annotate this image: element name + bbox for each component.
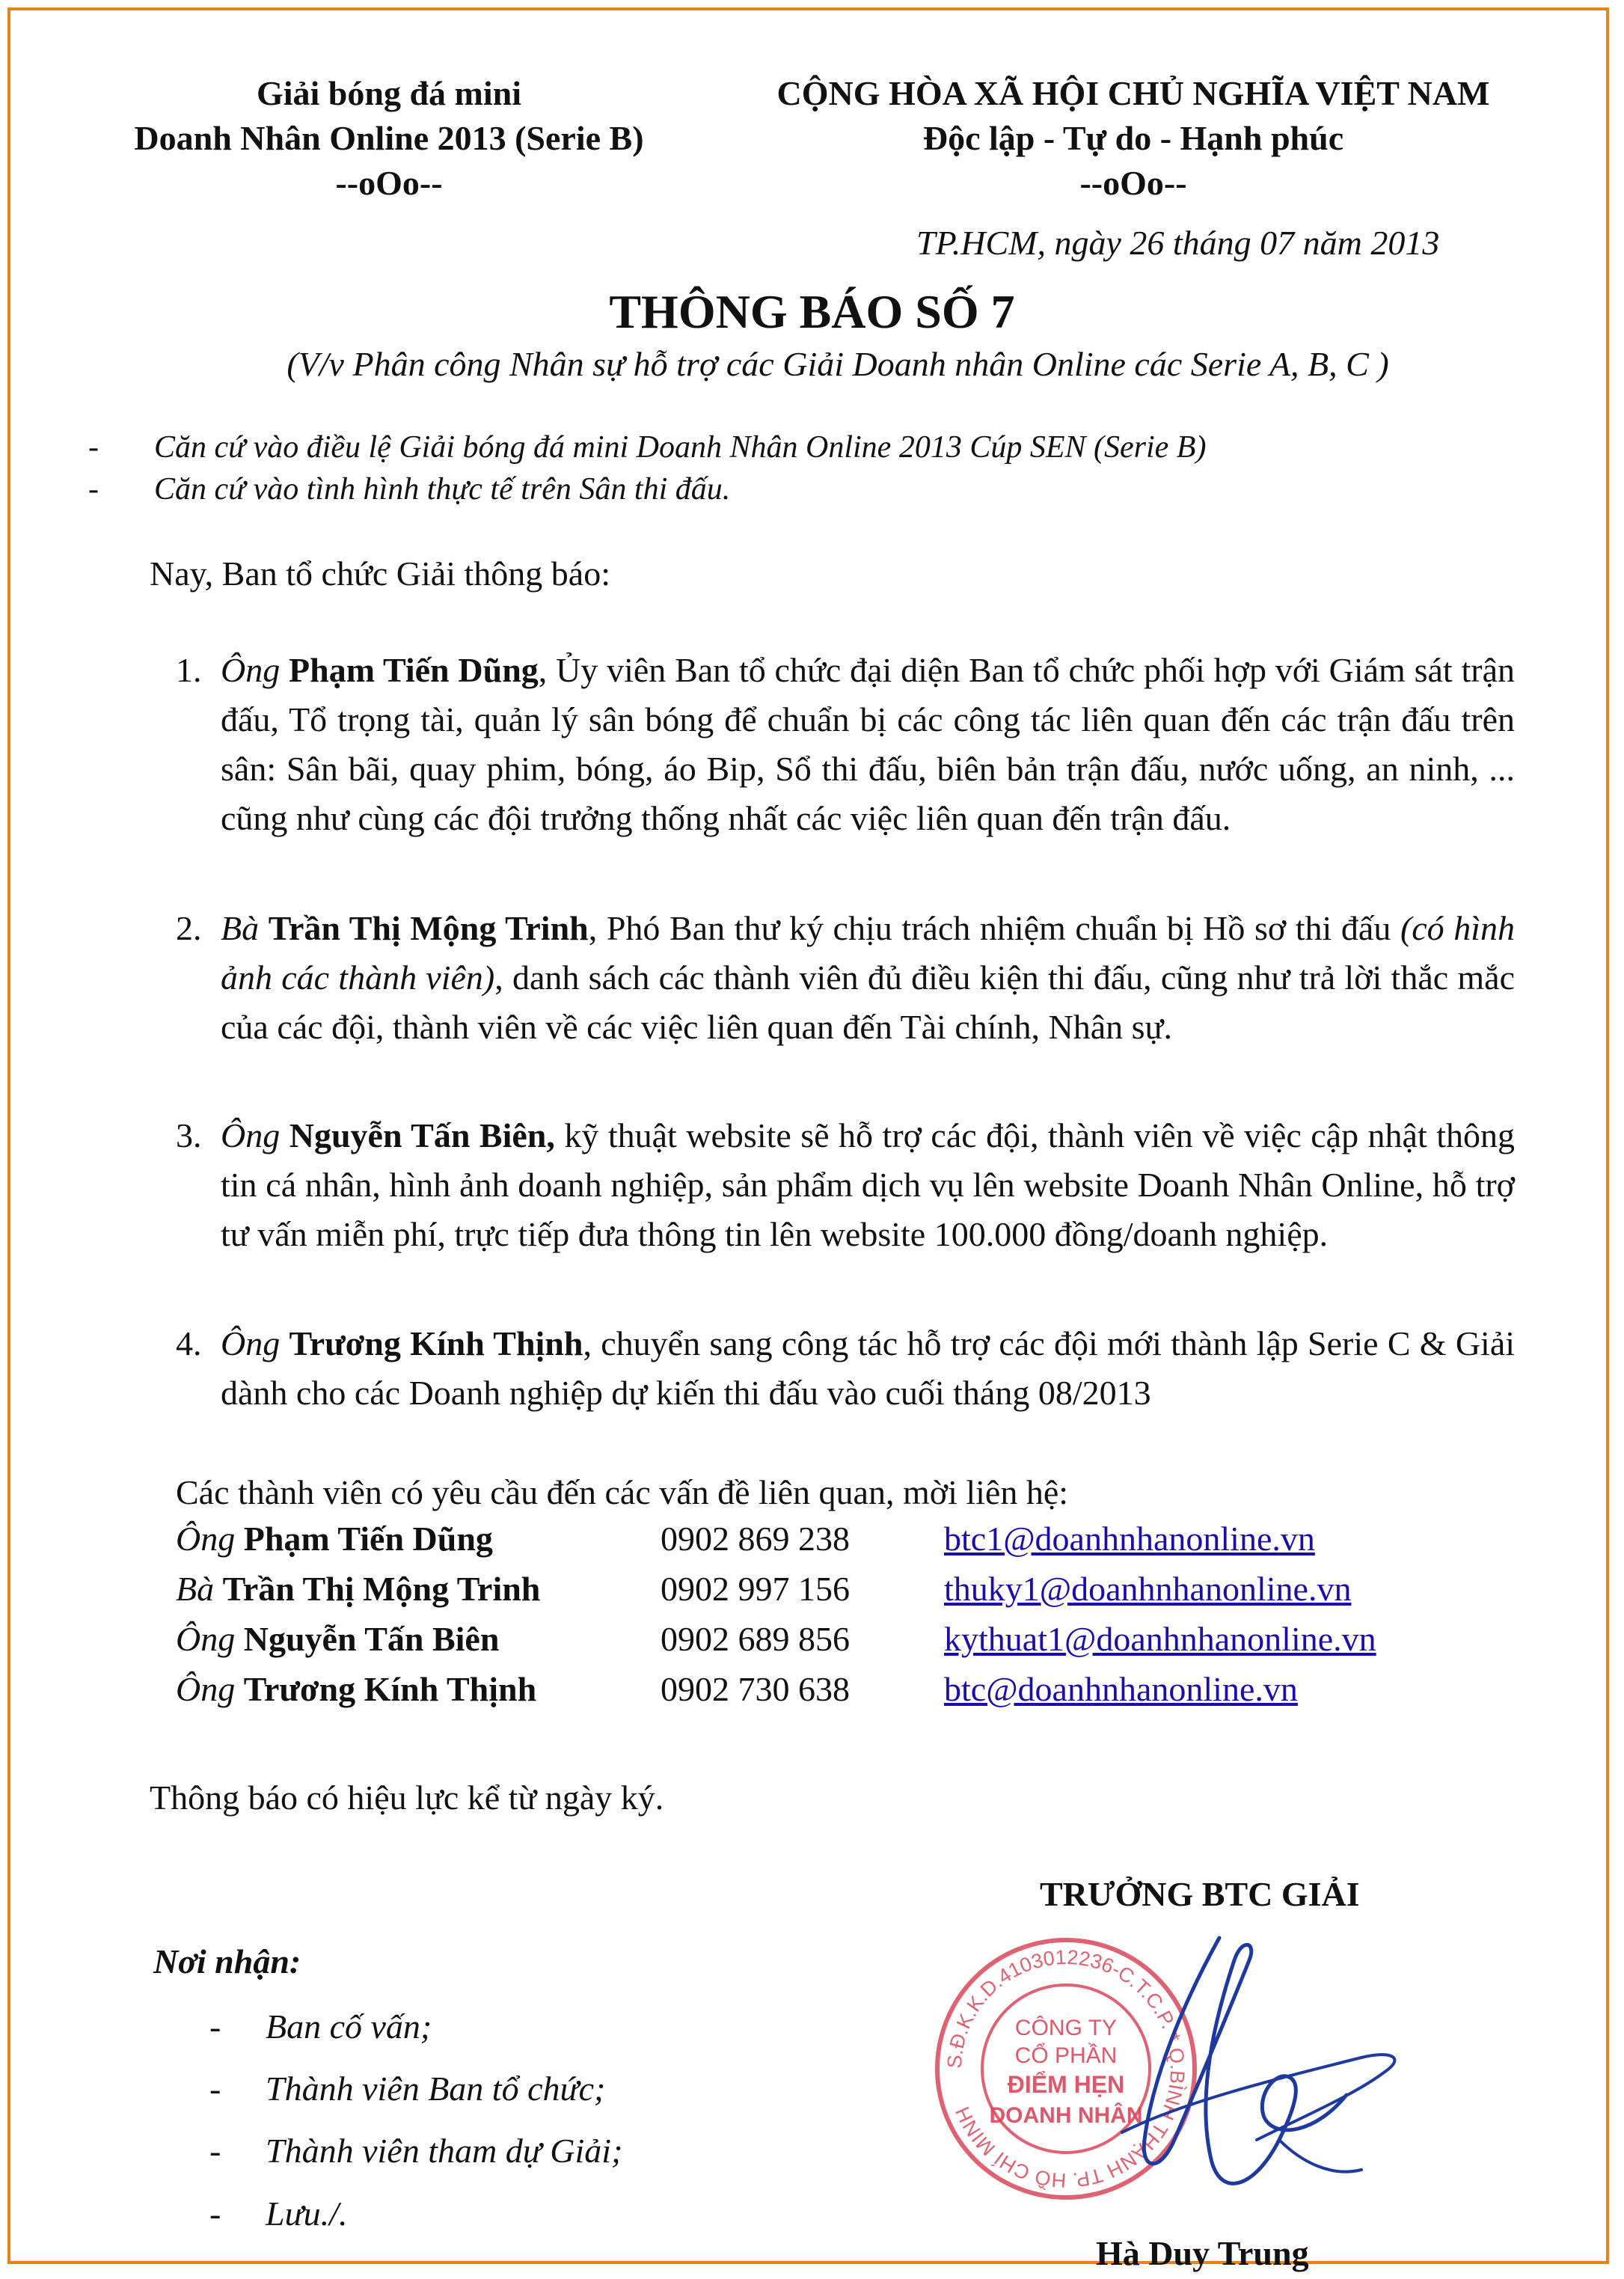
- basis-list: [88, 426, 1206, 510]
- organizer-separator: --oOo--: [335, 164, 443, 202]
- organizer-line-1: Giải bóng đá mini: [256, 74, 522, 112]
- national-separator: --oOo--: [1079, 164, 1187, 202]
- stamp-line-4: DOANH NHÂN: [989, 2103, 1143, 2128]
- header-right: [703, 71, 1563, 206]
- contact-phone: 0902 689 856: [661, 1620, 850, 1658]
- signer-title: TRƯỞNG BTC GIẢI: [1040, 1875, 1360, 1913]
- recipient-item: Thành viên tham dự Giải;: [266, 2132, 623, 2170]
- contact-phone: 0902 730 638: [661, 1670, 850, 1708]
- stamp-line-2: CỔ PHẦN: [1014, 2043, 1118, 2068]
- stamp-line-1: CÔNG TY: [1014, 2016, 1118, 2040]
- effective-note: Thông báo có hiệu lực kể từ ngày ký.: [150, 1778, 664, 1817]
- item-text-continued: , danh sách các thành viên đủ điều kiện thi đấu, cũng như trả lời thắc mắc của các đội, thành viên về các việc liên quan đến Tài chính, Nhân sự.: [221, 958, 1516, 1046]
- stamp-line-3: ĐIỂM HẸN: [1007, 2071, 1125, 2098]
- contact-name: Phạm Tiến Dũng: [243, 1520, 493, 1558]
- person-name: Nguyễn Tấn Biên,: [289, 1116, 555, 1154]
- list-item: [176, 904, 1515, 1052]
- bullet-dash: -: [88, 472, 99, 507]
- contact-title: Ông: [176, 1670, 236, 1708]
- bullet-dash: -: [209, 2070, 221, 2108]
- contact-email-link[interactable]: btc@doanhnhanonline.vn: [944, 1670, 1298, 1708]
- item-number: 4.: [176, 1324, 202, 1362]
- contact-email-link[interactable]: thuky1@doanhnhanonline.vn: [944, 1570, 1352, 1608]
- bullet-dash: -: [88, 430, 99, 465]
- person-title: Bà: [221, 909, 260, 947]
- signer-name: Hà Duy Trung: [1096, 2234, 1309, 2272]
- contact-title: Ông: [176, 1620, 236, 1658]
- bullet-dash: -: [209, 2132, 221, 2170]
- contact-intro: Các thành viên có yêu cầu đến các vấn đề liên quan, mời liên hệ:: [176, 1473, 1069, 1511]
- item-number: 2.: [176, 909, 202, 947]
- item-text: , Ủy viên Ban tổ chức đại diện Ban tổ chức phối hợp với Giám sát trận đấu, Tổ trọng tài, quản lý sân bóng để chuẩn bị các công tác liên quan đến các trận đấu trên sân: Sân bãi, quay phim, bóng, áo Bip, Sổ thi đấu, biên bản trận đấu, nước uống, an ninh, ... cũng như cùng các đội trưởng thống nhất các việc liên quan đến trận đấu.: [221, 651, 1516, 837]
- recipient-item: Ban cố vấn;: [266, 2007, 432, 2046]
- organizer-line-2: Doanh Nhân Online 2013 (Serie B): [134, 119, 644, 157]
- contact-email-link[interactable]: kythuat1@doanhnhanonline.vn: [944, 1620, 1376, 1658]
- document-title: THÔNG BÁO SỐ 7: [609, 285, 1015, 338]
- basis-text: Căn cứ vào tình hình thực tế trên Sân thi đấu.: [154, 472, 731, 507]
- contact-name: Trần Thị Mộng Trinh: [222, 1570, 541, 1608]
- document-date: TP.HCM, ngày 26 tháng 07 năm 2013: [916, 224, 1440, 262]
- national-motto: Độc lập - Tự do - Hạnh phúc: [922, 119, 1344, 157]
- person-title: Ông: [221, 651, 281, 689]
- contact-title: Ông: [176, 1520, 236, 1558]
- person-name: Trương Kính Thịnh: [289, 1324, 583, 1362]
- recipients-label: Nơi nhận:: [153, 1942, 301, 1980]
- basis-item: [88, 468, 1206, 510]
- person-title: Ông: [221, 1116, 281, 1154]
- person-name: Phạm Tiến Dũng: [289, 651, 539, 689]
- person-title: Ông: [221, 1324, 281, 1362]
- document-subtitle: (V/v Phân công Nhân sự hỗ trợ các Giải Doanh nhân Online các Serie A, B, C ): [287, 345, 1389, 383]
- item-note: (có hình ảnh các thành viên): [221, 909, 1516, 997]
- list-item: [176, 646, 1515, 843]
- contact-name: Trương Kính Thịnh: [243, 1670, 537, 1708]
- item-text: , Phó Ban thư ký chịu trách nhiệm chuẩn bị Hồ sơ thi đấu: [588, 909, 1391, 947]
- intro-text: Nay, Ban tổ chức Giải thông báo:: [150, 554, 610, 593]
- handwritten-signature: [1032, 1915, 1481, 2230]
- recipient-item: Thành viên Ban tổ chức;: [266, 2070, 606, 2108]
- contact-phone: 0902 997 156: [661, 1570, 850, 1608]
- national-title: CỘNG HÒA XÃ HỘI CHỦ NGHĨA VIỆT NAM: [776, 74, 1490, 112]
- bullet-dash: -: [209, 2007, 221, 2046]
- list-item: [176, 1111, 1515, 1259]
- stamp-ring-text: S.Đ.K.K.D.4103012236-C.T.C.P. * Q.BÌNH THẠNH TP. HỒ CHÍ MINH: [943, 1945, 1189, 2192]
- person-name: Trần Thị Mộng Trinh: [268, 909, 589, 947]
- contact-email-link[interactable]: btc1@doanhnhanonline.vn: [944, 1520, 1315, 1558]
- contact-phone: 0902 869 238: [661, 1520, 850, 1558]
- contact-name: Nguyễn Tấn Biên: [243, 1620, 500, 1658]
- item-text: kỹ thuật website sẽ hỗ trợ các đội, thành viên về việc cập nhật thông tin cá nhân, hình ảnh doanh nghiệp, sản phẩm dịch vụ lên website Doanh Nhân Online, hỗ trợ tư vấn miễn phí, trực tiếp đưa thông tin lên website 100.000 đồng/doanh nghiệp.: [221, 1116, 1516, 1253]
- header-left: [112, 71, 666, 206]
- contact-title: Bà: [176, 1570, 215, 1608]
- item-text: , chuyển sang công tác hỗ trợ các đội mới thành lập Serie C & Giải dành cho các Doanh nghiệp dự kiến thi đấu vào cuối tháng 08/2013: [221, 1324, 1516, 1412]
- recipient-item: Lưu./.: [266, 2194, 348, 2233]
- bullet-dash: -: [209, 2194, 221, 2233]
- item-number: 3.: [176, 1116, 202, 1154]
- item-number: 1.: [176, 651, 202, 689]
- list-item: [176, 1319, 1515, 1418]
- basis-item: [88, 426, 1206, 468]
- basis-text: Căn cứ vào điều lệ Giải bóng đá mini Doanh Nhân Online 2013 Cúp SEN (Serie B): [154, 430, 1207, 465]
